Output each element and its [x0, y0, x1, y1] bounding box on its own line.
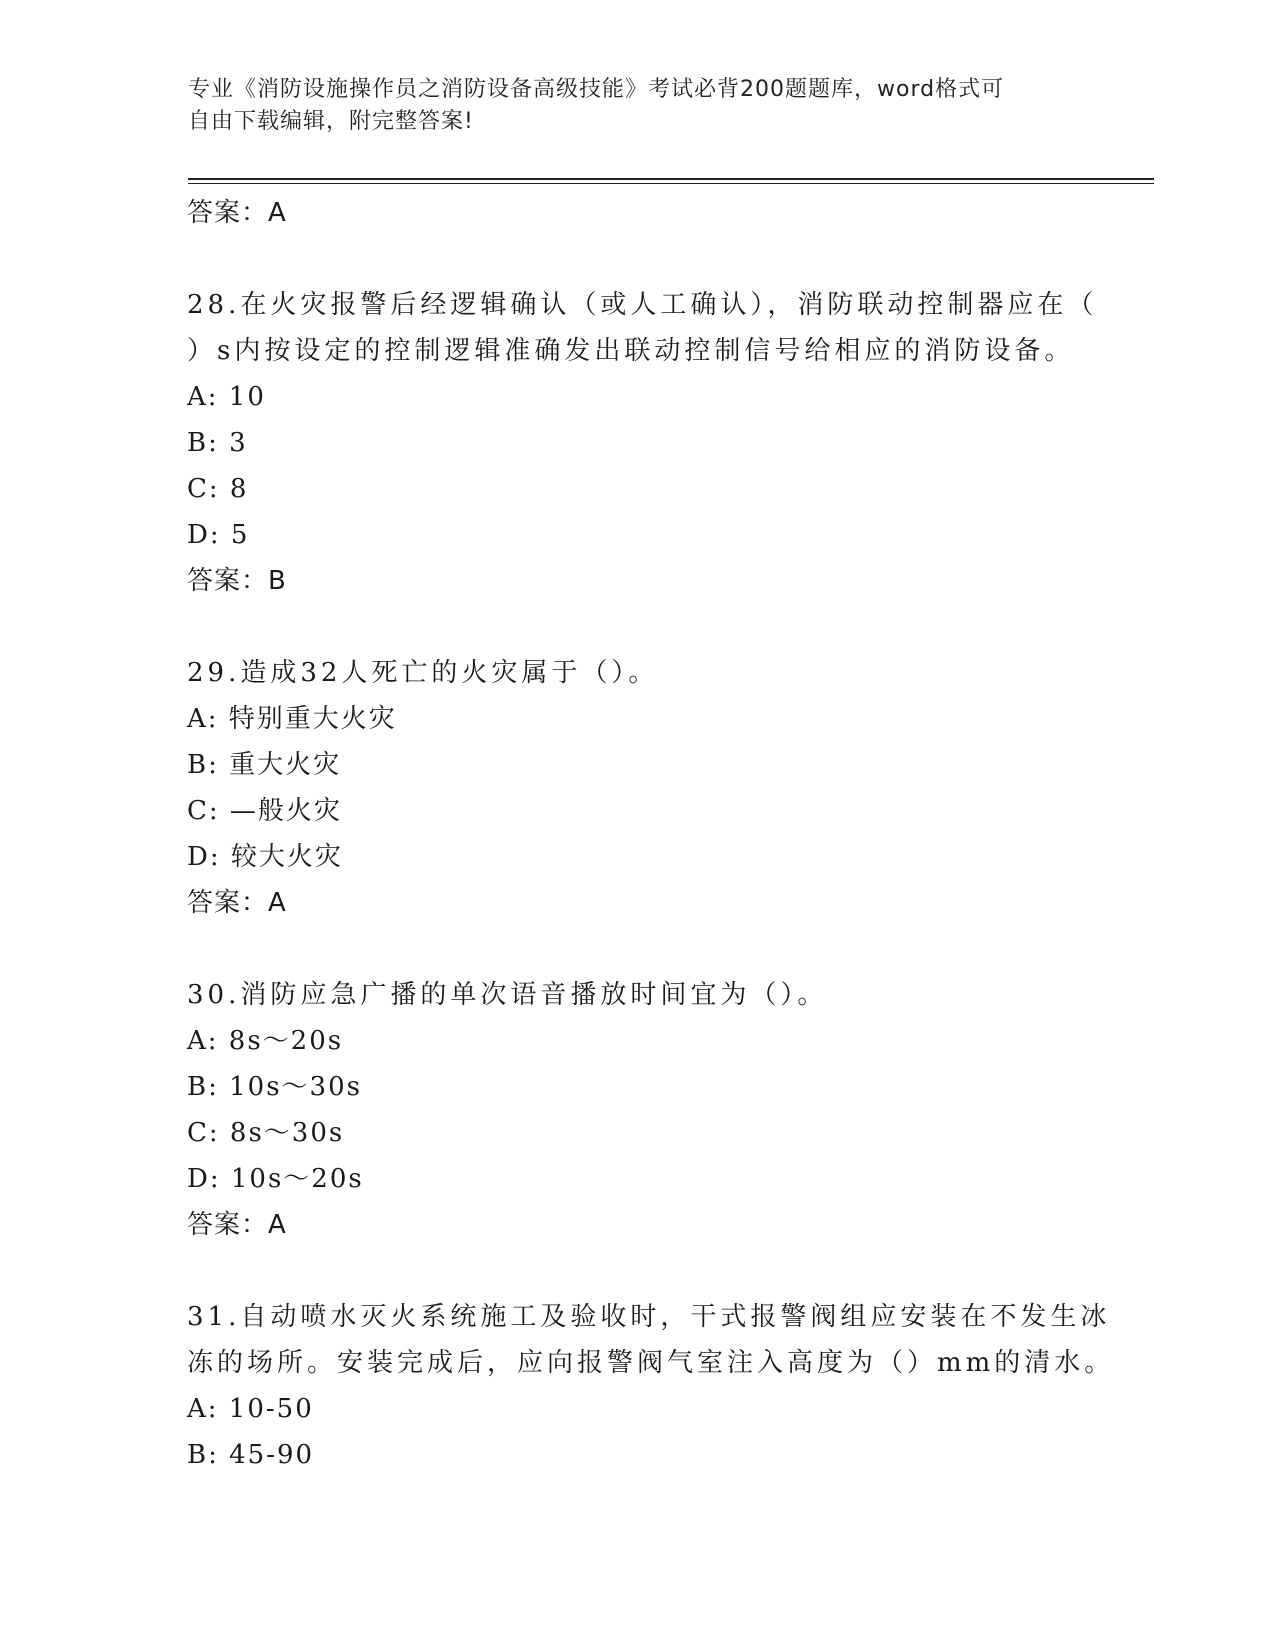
option-b: B: 3 [187, 428, 248, 458]
option-a: A: 10-50 [187, 1394, 314, 1424]
document-header [188, 74, 1088, 138]
header-divider-thin [188, 183, 1154, 184]
option-d: D: 5 [187, 520, 250, 550]
question-text: 冻的场所。安装完成后，应向报警阀气室注入高度为（）mm的清水。 [187, 1348, 1115, 1378]
option-d: D: 较大火灾 [187, 842, 343, 872]
question-text: 30.消防应急广播的单次语音播放时间宜为（）。 [187, 980, 828, 1010]
question-29 [187, 650, 1087, 926]
option-d: D: 10s～20s [187, 1164, 364, 1194]
option-a: A: 特别重大火灾 [187, 704, 397, 734]
option-a: A: 8s～20s [187, 1026, 344, 1056]
option-c: C: 8 [187, 474, 249, 504]
question-30 [187, 972, 1087, 1248]
question-list [187, 190, 1115, 1478]
header-line-1: 专业《消防设施操作员之消防设备高级技能》考试必背200题题库，word格式可 [188, 77, 1005, 102]
option-c: C: —般火灾 [187, 796, 342, 826]
question-text: 28.在火灾报警后经逻辑确认（或人工确认），消防联动控制器应在（ [187, 290, 1098, 320]
option-a: A: 10 [187, 382, 266, 412]
header-divider-thick [188, 178, 1154, 180]
option-b: B: 10s～30s [187, 1072, 362, 1102]
question-28 [187, 282, 1098, 604]
option-c: C: 8s～30s [187, 1118, 345, 1148]
option-b: B: 45-90 [187, 1440, 315, 1470]
answer: 答案：A [187, 888, 287, 918]
question-text: 29.造成32人死亡的火灾属于（）。 [187, 658, 659, 688]
question-text: 31.自动喷水灭火系统施工及验收时，干式报警阀组应安装在不发生冰 [187, 1302, 1111, 1332]
question-text: ）s内按设定的控制逻辑准确发出联动控制信号给相应的消防设备。 [187, 336, 1075, 366]
answer: 答案：A [187, 1210, 287, 1240]
previous-answer: 答案：A [187, 198, 287, 228]
question-31 [187, 1294, 1115, 1478]
answer: 答案：B [187, 566, 287, 596]
option-b: B: 重大火灾 [187, 750, 342, 780]
header-line-2: 自由下载编辑，附完整答案! [188, 109, 474, 134]
